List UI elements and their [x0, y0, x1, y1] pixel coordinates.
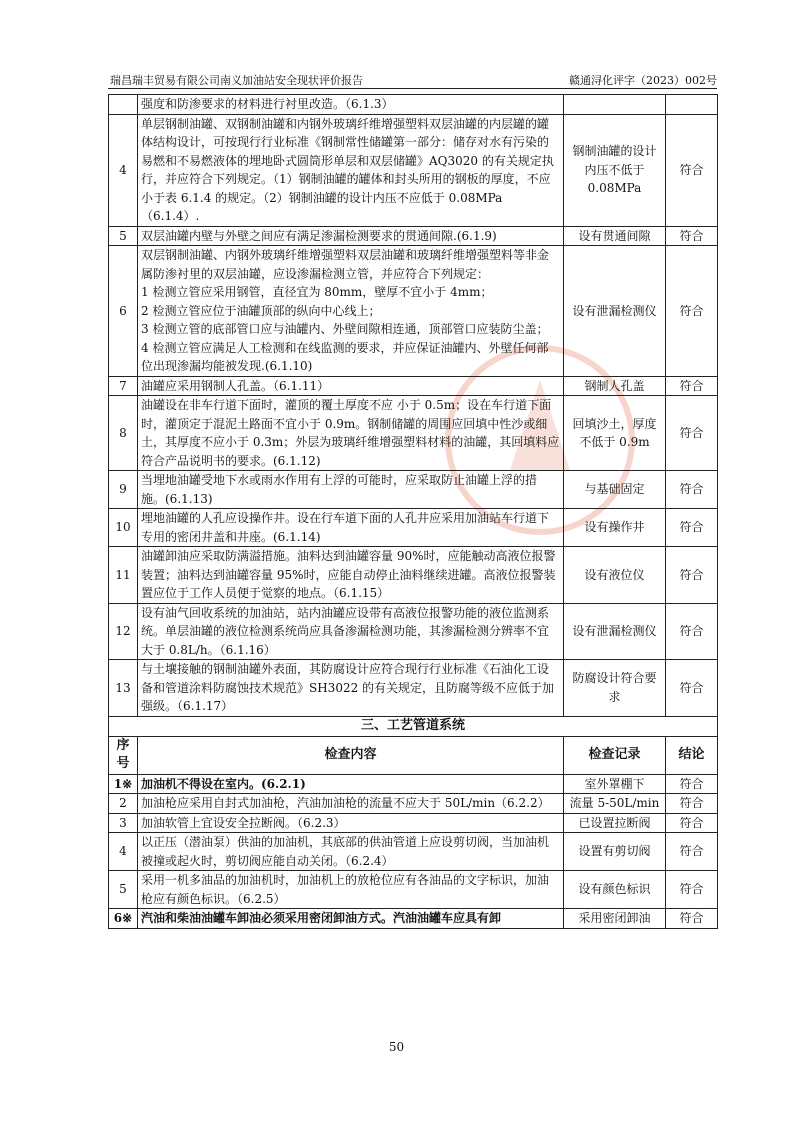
check-record: 设置有剪切阀 — [564, 833, 666, 871]
report-title: 瑞昌瑞丰贸易有限公司南义加油站安全现状评价报告 — [110, 74, 363, 87]
row-number: 6 — [109, 246, 138, 377]
check-content: 油罐卸油应采取防满溢措施。油料达到油罐容量 90%时，应能触动高液位报警装置；油料达到油罐容量 95%时，应能自动停止油料继续进罐。高液位报警装置应位于工作人员便于觉察的地点。（6.1.15） — [138, 547, 564, 604]
check-record: 流量 5-50L/min — [564, 794, 666, 814]
section-title: 三、工艺管道系统 — [109, 716, 718, 736]
check-content: 与土壤接触的钢制油罐外表面，其防腐设计应符合现行行业标准《石油化工设备和管道涂料防腐蚀技术规范》SH3022 的有关规定，且防腐等级不应低于加强级。（6.1.17） — [138, 660, 564, 717]
check-result: 符合 — [666, 396, 718, 471]
table-row — [109, 909, 718, 929]
check-content: 双层钢制油罐、内钢外玻璃纤维增强塑料双层油罐和玻璃纤维增强塑料等非金属防渗衬里的双层油罐，应设渗漏检测立管，并应符合下列规定： 1 检测立管应采用钢管，直径宜为 80mm，壁厚不宜小于 4mm； 2 检测立管应位于油罐顶部的纵向中心线上； 3 检测立管的底部管口应与油罐内、外壁间隙相连通，顶部管口应装防尘盖； 4 检测立管应满足人工检测和在线监测的要求，并应保证油罐内、外壁任何部位出现渗漏均能被发现.(6.1.10) — [138, 246, 564, 377]
table-row — [109, 774, 718, 794]
check-record: 设有液位仪 — [564, 547, 666, 604]
check-result: 符合 — [666, 376, 718, 396]
col-header-record: 检查记录 — [564, 736, 666, 774]
row-number — [109, 95, 138, 115]
check-record: 设有贯通间隙 — [564, 226, 666, 246]
report-code: 赣通浔化评字（2023）002号 — [569, 74, 717, 87]
check-record: 设有操作井 — [564, 509, 666, 547]
row-number: 3 — [109, 813, 138, 833]
check-result: 符合 — [666, 813, 718, 833]
check-record: 室外罩棚下 — [564, 774, 666, 794]
row-number: 11 — [109, 547, 138, 604]
check-result: 符合 — [666, 660, 718, 717]
check-result: 符合 — [666, 794, 718, 814]
section-row — [109, 716, 718, 736]
check-content: 加油机不得设在室内。(6.2.1) — [138, 774, 564, 794]
table-row — [109, 603, 718, 660]
check-result: 符合 — [666, 471, 718, 509]
table-row — [109, 660, 718, 717]
row-number: 4 — [109, 833, 138, 871]
col-header-content: 检查内容 — [138, 736, 564, 774]
check-result: 符合 — [666, 603, 718, 660]
page-number: 50 — [388, 1040, 405, 1054]
check-result: 符合 — [666, 547, 718, 604]
check-content: 强度和防渗要求的材料进行衬里改造。（6.1.3） — [138, 95, 564, 115]
check-content: 以正压（潜油泵）供油的加油机，其底部的供油管道上应设剪切阀，当加油机被撞或起火时，剪切阀应能自动关闭。（6.2.4） — [138, 833, 564, 871]
inspection-table — [108, 94, 718, 929]
check-result: 符合 — [666, 114, 718, 226]
check-result: 符合 — [666, 509, 718, 547]
table-row — [109, 246, 718, 377]
check-record: 防腐设计符合要求 — [564, 660, 666, 717]
check-content: 采用一机多油品的加油机时，加油机上的放枪位应有各油品的文字标识，加油枪应有颜色标识。（6.2.5） — [138, 871, 564, 909]
check-record: 已设置拉断阀 — [564, 813, 666, 833]
check-record: 钢制油罐的设计内压不低于0.08MPa — [564, 114, 666, 226]
check-content: 双层油罐内壁与外壁之间应有满足渗漏检测要求的贯通间隙.(6.1.9) — [138, 226, 564, 246]
check-result — [666, 95, 718, 115]
check-result: 符合 — [666, 909, 718, 929]
check-record — [564, 95, 666, 115]
check-record: 钢制人孔盖 — [564, 376, 666, 396]
check-content: 加油软管上宜设安全拉断阀。（6.2.3） — [138, 813, 564, 833]
check-result: 符合 — [666, 774, 718, 794]
check-record: 采用密闭卸油 — [564, 909, 666, 929]
table-row — [109, 396, 718, 471]
table-row — [109, 226, 718, 246]
table-row — [109, 114, 718, 226]
table-row — [109, 95, 718, 115]
row-number: 5 — [109, 226, 138, 246]
table-row — [109, 871, 718, 909]
check-record: 设有泄漏检测仪 — [564, 246, 666, 377]
table-row — [109, 376, 718, 396]
check-content: 油罐应采用钢制人孔盖。（6.1.11） — [138, 376, 564, 396]
table-row — [109, 794, 718, 814]
table-row — [109, 471, 718, 509]
col-header-no: 序号 — [109, 736, 138, 774]
check-content: 油罐设在非车行道下面时，灌顶的覆土厚度不应 小于 0.5m；设在车行道下面时，灌顶定于混泥土路面不宜小于 0.9m。钢制储罐的周围应回填中性沙或细土，其厚度不应小于 0.3m；外层为玻璃纤维增强塑料材料的油罐，其回填料应符合产品说明书的要求。(6.1.12) — [138, 396, 564, 471]
check-content: 埋地油罐的人孔应设操作井。设在行车道下面的人孔井应采用加油站车行道下专用的密闭井盖和井座。(6.1.14) — [138, 509, 564, 547]
row-number: 12 — [109, 603, 138, 660]
row-number: 9 — [109, 471, 138, 509]
check-result: 符合 — [666, 226, 718, 246]
check-content: 当埋地油罐受地下水或雨水作用有上浮的可能时，应采取防止油罐上浮的措施。(6.1.13) — [138, 471, 564, 509]
row-number: 10 — [109, 509, 138, 547]
table-row — [109, 509, 718, 547]
col-header-result: 结论 — [666, 736, 718, 774]
row-number: 5 — [109, 871, 138, 909]
check-content: 单层钢制油罐、双钢制油罐和内钢外玻璃纤维增强塑料双层油罐的内层罐的罐体结构设计，可按现行行业标准《钢制常性储罐第一部分：储存对水有污染的易燃和不易燃液体的埋地卧式圆筒形单层和双层储罐》AQ3020 的有关规定执行，并应符合下列规定。（1）钢制油罐的罐体和封头所用的钢板的厚度，不应小于表 6.1.4 的规定。（2）钢制油罐的设计内压不应低于 0.08MPa（6.1.4）. — [138, 114, 564, 226]
check-result: 符合 — [666, 246, 718, 377]
table-row — [109, 813, 718, 833]
check-record: 与基础固定 — [564, 471, 666, 509]
check-content: 加油枪应采用自封式加油枪，汽油加油枪的流量不应大于 50L/min（6.2.2） — [138, 794, 564, 814]
check-result: 符合 — [666, 871, 718, 909]
check-record: 设有颜色标识 — [564, 871, 666, 909]
page-header — [108, 70, 717, 89]
row-number: 4 — [109, 114, 138, 226]
row-number: 6※ — [109, 909, 138, 929]
row-number: 13 — [109, 660, 138, 717]
row-number: 1※ — [109, 774, 138, 794]
check-content: 汽油和柴油油罐车卸油必须采用密闭卸油方式。汽油油罐车应具有卸 — [138, 909, 564, 929]
table-row — [109, 547, 718, 604]
row-number: 8 — [109, 396, 138, 471]
check-record: 回填沙土，厚度不低于 0.9m — [564, 396, 666, 471]
table-row — [109, 833, 718, 871]
check-record: 设有泄漏检测仪 — [564, 603, 666, 660]
check-result: 符合 — [666, 833, 718, 871]
row-number: 2 — [109, 794, 138, 814]
row-number: 7 — [109, 376, 138, 396]
check-content: 设有油气回收系统的加油站，站内油罐应设带有高液位报警功能的液位监测系统。单层油罐的液位检测系统尚应具备渗漏检测功能，其渗漏检测分辨率不宜大于 0.8L/h。（6.1.16） — [138, 603, 564, 660]
column-header-row — [109, 736, 718, 774]
